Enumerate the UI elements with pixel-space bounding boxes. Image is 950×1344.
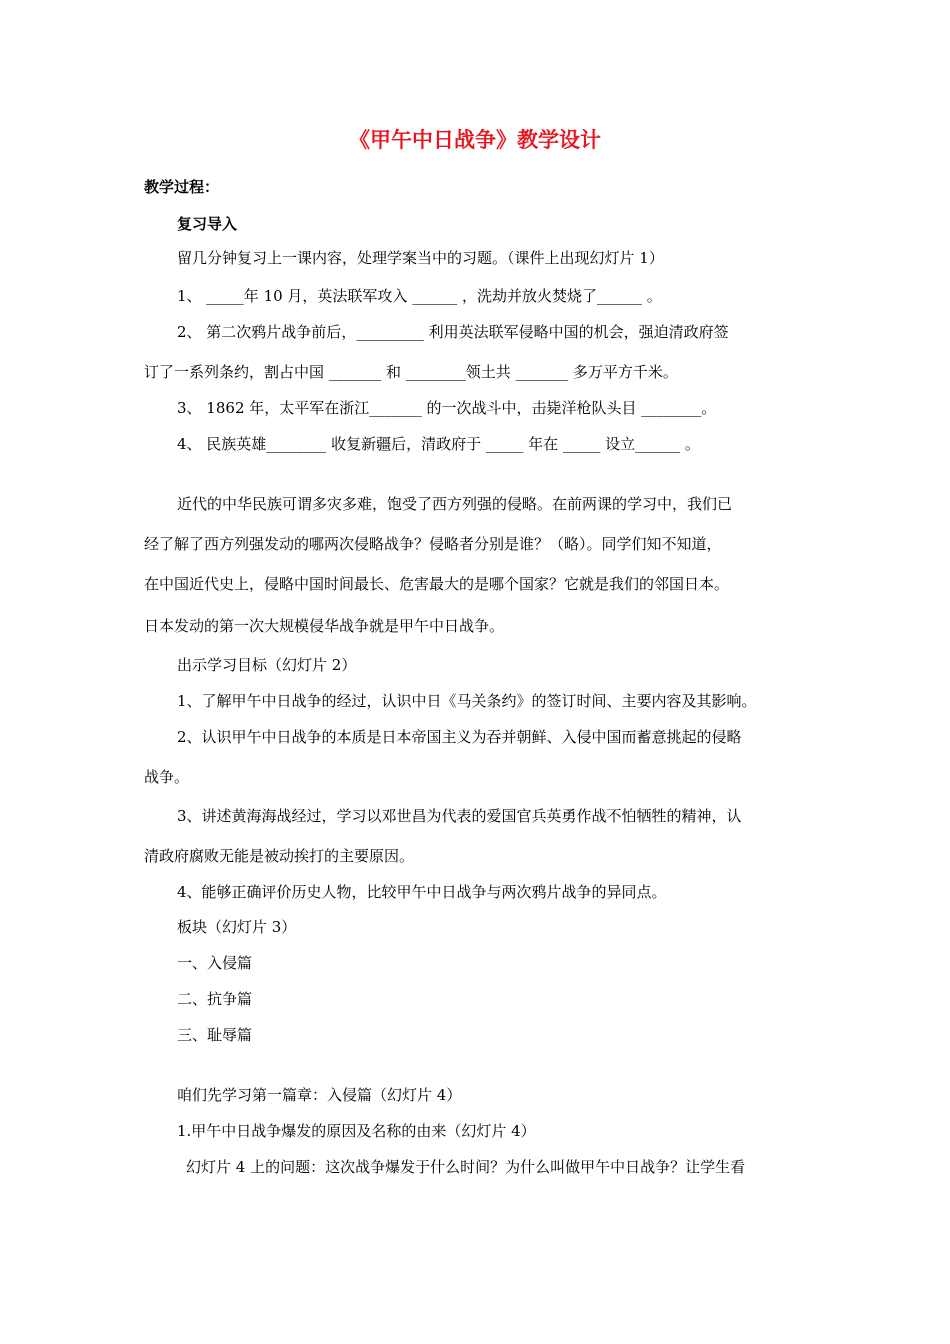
section-item: 三、耻辱篇 bbox=[177, 1026, 253, 1044]
review-intro: 留几分钟复习上一课内容，处理学案当中的习题。（课件上出现幻灯片 1） bbox=[177, 249, 664, 267]
topic-one: 1.甲午中日战争爆发的原因及名称的由来（幻灯片 4） bbox=[177, 1122, 536, 1140]
objective-4: 4、能够正确评价历史人物，比较甲午中日战争与两次鸦片战争的异同点。 bbox=[177, 883, 667, 901]
intro-paragraph-line: 在中国近代史上，侵略中国时间最长、危害最大的是哪个国家？它就是我们的邻国日本。 bbox=[144, 575, 730, 593]
review-question-1: 1、 _____年 10 月，英法联军攻入 ______ ，洗劫并放火焚烧了______ 。 bbox=[177, 287, 662, 305]
review-question-3: 3、 1862 年，太平军在浙江_______ 的一次战斗中，击毙洋枪队头目 ________。 bbox=[177, 399, 717, 417]
intro-paragraph-line: 日本发动的第一次大规模侵华战争就是甲午中日战争。 bbox=[144, 617, 505, 635]
objective-3: 3、讲述黄海海战经过，学习以邓世昌为代表的爱国官兵英勇作战不怕牺牲的精神，认 bbox=[177, 807, 742, 825]
objectives-heading: 出示学习目标（幻灯片 2） bbox=[177, 656, 357, 674]
document-title: 《甲午中日战争》教学设计 bbox=[349, 128, 601, 152]
sections-heading: 板块（幻灯片 3） bbox=[177, 918, 297, 936]
review-question-2: 2、 第二次鸦片战争前后，_________ 利用英法联军侵略中国的机会，强迫清政府签 bbox=[177, 323, 729, 341]
review-question-4: 4、 民族英雄________ 收复新疆后，清政府于 _____ 年在 _____ 设立______ 。 bbox=[177, 435, 700, 453]
objective-2: 2、认识甲午中日战争的本质是日本帝国主义为吞并朝鲜、入侵中国而蓄意挑起的侵略 bbox=[177, 728, 742, 746]
objective-2-cont: 战争。 bbox=[144, 768, 190, 786]
slide-question: 幻灯片 4 上的问题：这次战争爆发于什么时间？为什么叫做甲午中日战争？让学生看 bbox=[186, 1158, 746, 1176]
process-label: 教学过程： bbox=[144, 178, 220, 196]
section-item: 一、入侵篇 bbox=[177, 954, 253, 972]
section-item: 二、抗争篇 bbox=[177, 990, 253, 1008]
intro-paragraph-line: 近代的中华民族可谓多灾多难，饱受了西方列强的侵略。在前两课的学习中，我们已 bbox=[177, 495, 733, 513]
review-question-2-cont: 订了一系列条约，割占中国 _______ 和 ________领土共 _______ 多万平方千米。 bbox=[144, 363, 678, 381]
chapter-one: 咱们先学习第一篇章：入侵篇（幻灯片 4） bbox=[177, 1086, 462, 1104]
review-heading: 复习导入 bbox=[177, 215, 238, 233]
objective-3-cont: 清政府腐败无能是被动挨打的主要原因。 bbox=[144, 847, 415, 865]
objective-1: 1、了解甲午中日战争的经过，认识中日《马关条约》的签订时间、主要内容及其影响。 bbox=[177, 692, 757, 710]
intro-paragraph-line: 经了解了西方列强发动的哪两次侵略战争？侵略者分别是谁？（略）。同学们知不知道， bbox=[144, 535, 722, 553]
